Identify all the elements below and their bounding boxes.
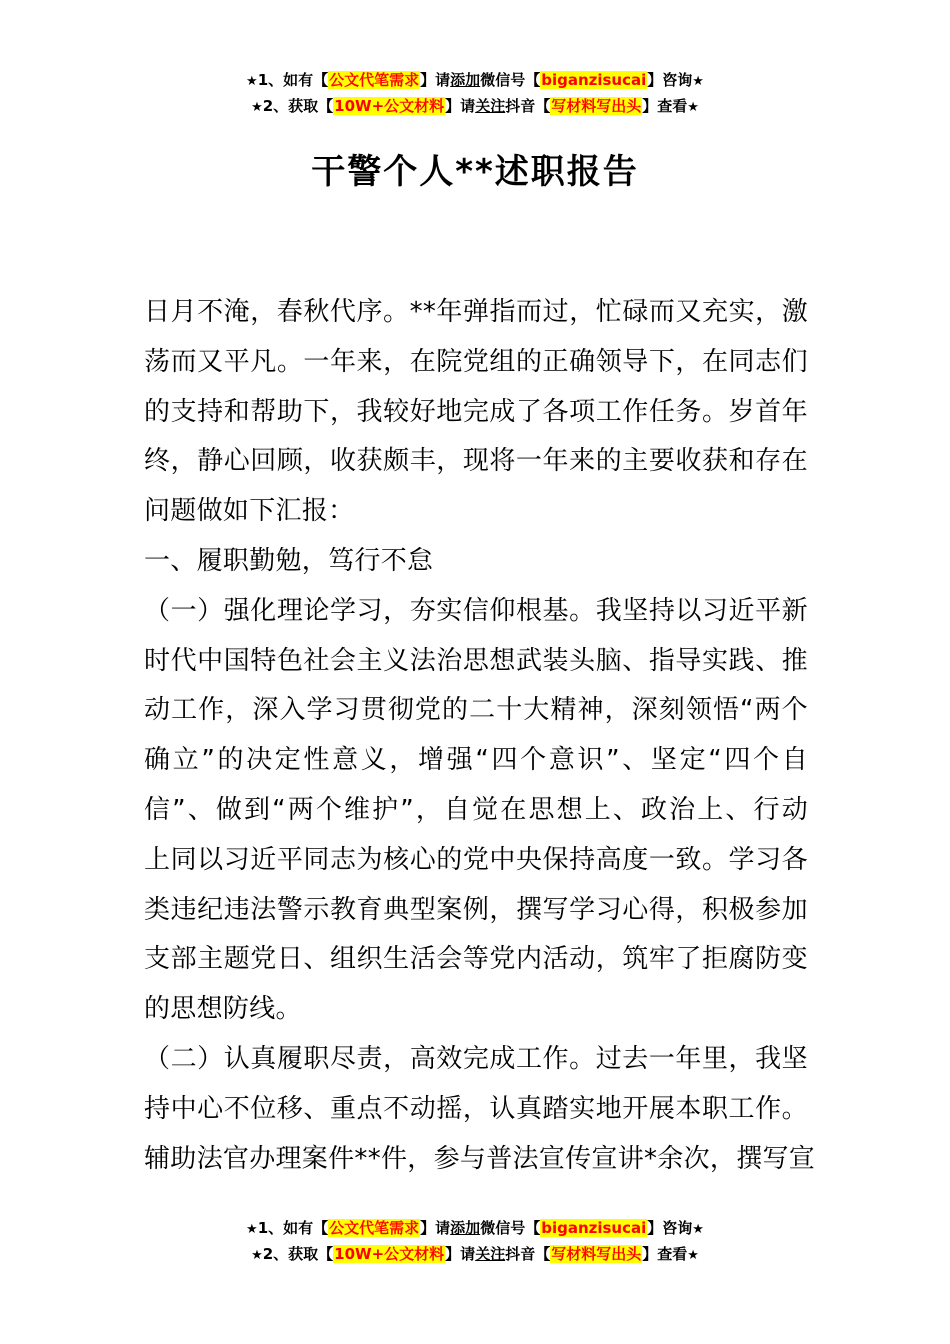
star-icon: ★ (246, 1222, 258, 1237)
header-banner (0, 68, 950, 120)
body-line: 信”、做到“两个维护”，自觉在思想上、政治上、行动 (144, 794, 808, 825)
body-line: 日月不淹，春秋代序。**年弹指而过，忙碌而又充实，激 (144, 297, 808, 327)
document-body (144, 288, 816, 1184)
body-line: （二）认真履职尽责，高效完成工作。过去一年里，我坚 (144, 1043, 808, 1074)
footer-banner (0, 1216, 950, 1268)
highlight-douyin: 写材料写出头 (551, 97, 642, 115)
star-icon: ★ (251, 1248, 263, 1263)
banner-line-1: ★1、如有【公文代笔需求】请添加微信号【biganzisucai】咨询★ (246, 71, 704, 89)
section-heading: 一、履职勤勉，笃行不怠 (144, 545, 434, 576)
body-line: 荡而又平凡。一年来，在院党组的正确领导下，在同志们 (144, 346, 808, 377)
star-icon: ★ (692, 74, 704, 89)
highlight-douyin: 写材料写出头 (551, 1245, 642, 1263)
body-line: 的思想防线。 (144, 994, 302, 1025)
body-line: 支部主题党日、组织生活会等党内活动，筑牢了拒腐防变 (144, 944, 808, 975)
document-title: 干警个人**述职报告 (311, 152, 639, 192)
body-line: （一）强化理论学习，夯实信仰根基。我坚持以习近平新 (144, 595, 808, 626)
star-icon: ★ (692, 1222, 704, 1237)
banner-line-2: ★2、获取【10W+公文材料】请关注抖音【写材料写出头】查看★ (251, 97, 699, 115)
star-icon: ★ (687, 100, 699, 115)
body-line: 辅助法官办理案件**件，参与普法宣传宣讲*余次，撰写宣 (144, 1143, 816, 1174)
highlight-wechat-id: biganzisucai (541, 1219, 647, 1237)
body-line: 动工作，深入学习贯彻党的二十大精神，深刻领悟“两个 (144, 695, 808, 726)
body-line: 上同以习近平同志为核心的党中央保持高度一致。学习各 (144, 844, 808, 875)
highlight-service: 公文代笔需求 (329, 71, 420, 89)
highlight-materials: 10W+公文材料 (334, 97, 445, 115)
body-line: 的支持和帮助下，我较好地完成了各项工作任务。岁首年 (144, 396, 808, 427)
body-line: 终，静心回顾，收获颇丰，现将一年来的主要收获和存在 (144, 446, 808, 477)
body-line: 持中心不位移、重点不动摇，认真踏实地开展本职工作。 (144, 1093, 808, 1124)
star-icon: ★ (251, 100, 263, 115)
body-line: 类违纪违法警示教育典型案例，撰写学习心得，积极参加 (144, 894, 808, 925)
star-icon: ★ (687, 1248, 699, 1263)
body-line: 时代中国特色社会主义法治思想武装头脑、指导实践、推 (144, 645, 808, 676)
star-icon: ★ (246, 74, 258, 89)
highlight-materials: 10W+公文材料 (334, 1245, 445, 1263)
body-line: 确立”的决定性意义，增强“四个意识”、坚定“四个自 (144, 745, 808, 776)
highlight-service: 公文代笔需求 (329, 1219, 420, 1237)
banner-line-2: ★2、获取【10W+公文材料】请关注抖音【写材料写出头】查看★ (251, 1245, 699, 1263)
highlight-wechat-id: biganzisucai (541, 71, 647, 89)
body-line: 问题做如下汇报： (144, 496, 355, 527)
banner-line-1: ★1、如有【公文代笔需求】请添加微信号【biganzisucai】咨询★ (246, 1219, 704, 1237)
